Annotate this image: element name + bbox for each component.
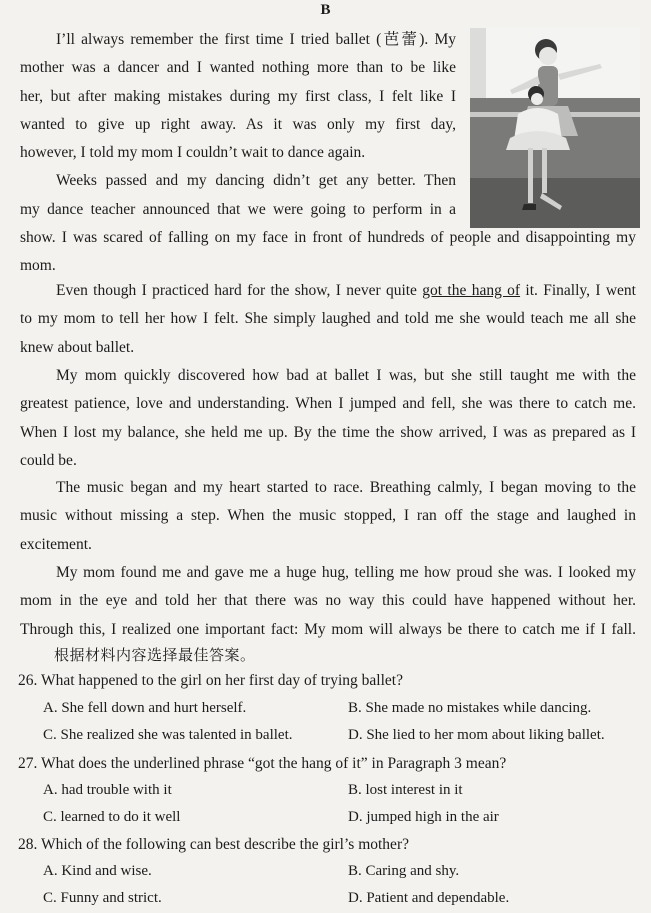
- passage-line: my dance teacher announced that we were going to perform in a: [20, 200, 456, 218]
- option-26-a: A. She fell down and hurt herself.: [43, 700, 247, 716]
- paragraph-6: [20, 559, 636, 644]
- passage-line: The music began and my heart started to race. Breathing calmly, I began moving to the: [56, 479, 636, 496]
- option-28-b: B. Caring and shy.: [348, 863, 460, 879]
- passage-line: My mom quickly discovered how bad at ballet I was, but she still taught me with the: [56, 367, 636, 384]
- paragraph-1: [20, 26, 456, 224]
- underlined-phrase: got the hang of: [422, 282, 521, 299]
- option-26-d: D. She lied to her mom about liking ballet.: [348, 727, 605, 743]
- ballet-illustration: [470, 28, 640, 228]
- passage-line: Through this, I realized one important fact: My mom will always be there to catch me if I fall.: [20, 620, 636, 638]
- option-27-d: D. jumped high in the air: [348, 809, 499, 825]
- passage-line: mother was a dancer and I wanted nothing more than to be like: [20, 59, 456, 77]
- option-26-b: B. She made no mistakes while dancing.: [348, 700, 592, 716]
- paragraph-5: [20, 474, 636, 559]
- option-26-c: C. She realized she was talented in ballet.: [43, 727, 293, 743]
- passage-line: excitement.: [20, 535, 92, 553]
- passage-line: mom.: [20, 257, 56, 275]
- passage-line: to my mom to tell her how I felt. She simply laughed and told me she would teach me all she: [20, 310, 636, 328]
- option-28-d: D. Patient and dependable.: [348, 890, 510, 906]
- option-27-c: C. learned to do it well: [43, 809, 181, 825]
- question-26: 26. What happened to the girl on her first day of trying ballet?: [18, 672, 403, 689]
- instruction-text: 根据材料内容选择最佳答案。: [54, 646, 256, 664]
- passage-line: however, I told my mom I couldn’t wait to dance again.: [20, 144, 366, 162]
- section-heading: B: [320, 2, 331, 18]
- paragraph-4: [20, 362, 636, 475]
- option-27-b: B. lost interest in it: [348, 782, 463, 798]
- passage-line: My mom found me and gave me a huge hug, telling me how proud she was. I looked my: [56, 564, 636, 581]
- passage-line: knew about ballet.: [20, 338, 135, 356]
- passage-line: [20, 277, 636, 305]
- passage-line: her, but after making mistakes during my first class, I felt like I: [20, 87, 456, 105]
- passage-line: Weeks passed and my dancing didn’t get any better. Then: [56, 172, 456, 190]
- option-28-a: A. Kind and wise.: [43, 863, 152, 879]
- text-run: Even though I practiced hard for the show, I never quite: [56, 282, 423, 299]
- paragraph-3: [20, 277, 636, 362]
- passage-line: wanted to give up right away. As it was only my first day,: [20, 115, 456, 133]
- text-run: it. Finally, I went: [520, 282, 636, 299]
- passage-line: music without missing a step. When the music stopped, I ran off the stage and laughed in: [20, 507, 636, 525]
- passage-line: greatest patience, love and understanding. When I jumped and fell, she was there to catch me.: [20, 395, 636, 413]
- passage-line: could be.: [20, 451, 77, 469]
- passage-line: I’ll always remember the first time I tried ballet (芭蕾). My: [56, 31, 456, 48]
- question-27: 27. What does the underlined phrase “got the hang of it” in Paragraph 3 mean?: [18, 755, 507, 772]
- passage-line: show. I was scared of falling on my face in front of hundreds of people and disappointing my: [20, 229, 636, 246]
- question-28: 28. Which of the following can best describe the girl’s mother?: [18, 836, 409, 853]
- passage-line: mom in the eye and told her that there was no way this could have happened without her.: [20, 592, 636, 610]
- paragraph-2-continued: [20, 224, 636, 281]
- option-27-a: A. had trouble with it: [43, 782, 172, 798]
- passage-line: When I lost my balance, she held me up. By the time the show arrived, I was as prepared as I: [20, 423, 636, 441]
- option-28-c: C. Funny and strict.: [43, 890, 162, 906]
